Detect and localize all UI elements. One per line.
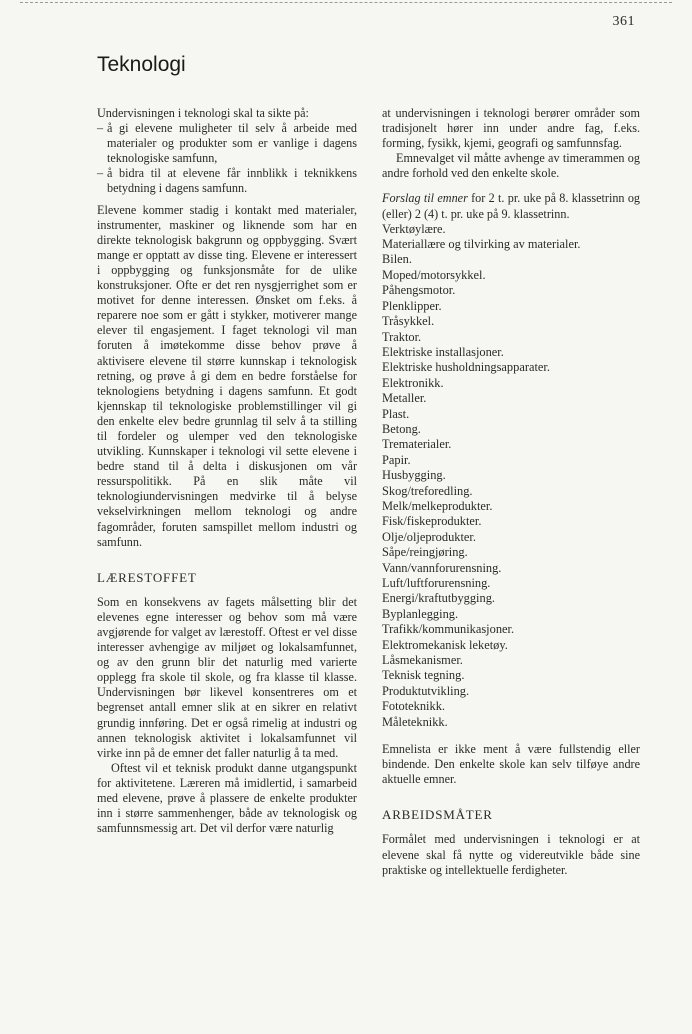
topic-item: Moped/motorsykkel. (382, 267, 486, 282)
topic-item: Tråsykkel. (382, 314, 435, 329)
topic-item: Fototeknikk. (382, 699, 445, 714)
topic-item: Måleteknikk. (382, 714, 448, 729)
topic-item: Plast. (382, 406, 410, 421)
topic-item: Papir. (382, 452, 411, 467)
topic-item: Trafikk/kommunikasjoner. (382, 622, 515, 637)
right-column (382, 106, 640, 878)
topic-item: Energi/kraftutbygging. (382, 591, 495, 606)
topic-item: Betong. (382, 421, 421, 436)
body-paragraph: Oftest vil et teknisk produkt danne utgangspunkt for aktivitetene. Læreren må imidlertid, i samarbeid med elevene, prøve å plassere de enkelte produkter inn i større sammenhenger, både av teknologisk og samfunnsmessig art. Det vil derfor være naturlig (97, 760, 357, 836)
body-paragraph: Formålet med undervisningen i teknologi er at elevene skal få nytte og videreutvikle både sine praktiske og intellektuelle ferdigheter. (382, 832, 640, 877)
topic-item: Luft/luftforurensning. (382, 576, 491, 590)
page-number: 361 (612, 14, 635, 29)
left-column (97, 106, 357, 836)
topic-item: Byplanlegging. (382, 606, 459, 621)
body-paragraph: Elevene kommer stadig i kontakt med materialer, instrumenter, maskiner og liknende som har en direkte teknologisk bakgrunn og oppbygging. Svært mange er opptatt av disse ting. Elevene er interessert i oppbygging og funksjonsmåte for de ulike konstruksjoner. Ofte er det ren nysgjerrighet som er motivet for denne interessen. Ønsket om f.eks. å reparere noe som er gått i stykker, motiverer mange elever til engasjement. I faget teknologi vil man foruten å imøtekomme disse behov prøve å aktivisere elevene til større kunnskap i teknologisk retning, og prøve å gi dem en bedre forståelse for teknologiens betydning i dagens samfunn. Et godt kjennskap til teknologiske problemstillinger vil gi den enkelte elev bedre grunnlag til selv å ta stilling til fordeler og ulemper ved den teknologiske utvikling. Kunnskaper i teknologi vil sette elevene i bedre stand til å delta i diskusjonen om vår ressurspolitikk. På en slik måte vil teknologiundervisningen medvirke til å belyse vekselvirkningen mellom teknologi og andre fagområder, foruten samspillet mellom industri og samfunn. (97, 202, 357, 549)
topic-item: Teknisk tegning. (382, 668, 465, 683)
topic-item: Elektriske installasjoner. (382, 344, 504, 359)
topic-item: Fisk/fiskeprodukter. (382, 514, 482, 529)
topic-item: Produktutvikling. (382, 683, 470, 698)
goal-item: – å gi elevene muligheter til selv å arbeide med materialer og produkter som er vanlige i dagens teknologiske samfunn, (97, 121, 357, 166)
topic-item: Skog/treforedling. (382, 483, 473, 498)
page-title: Teknologi (97, 53, 186, 76)
topic-item: Elektronikk. (382, 375, 444, 390)
body-paragraph: Emnevalget vil måtte avhenge av timerammen og andre forhold ved den enkelte skole. (382, 151, 640, 181)
goals-list (97, 121, 357, 196)
topic-item: Verktøylære. (382, 221, 446, 236)
topic-item: Plenklipper. (382, 298, 442, 313)
topic-item: Traktor. (382, 329, 422, 344)
topic-item: Elektriske husholdningsapparater. (382, 360, 550, 375)
topic-item: Låsmekanismer. (382, 653, 463, 668)
body-paragraph: Som en konsekvens av fagets målsetting blir det elevenes egne interesser og behov som må være avgjørende for valget av lærestoff. Oftest er vel disse interesser avhengige av miljøet og lokalsamfunnet, og av den grunn blir det naturlig med varierte opplegg fra skole til skole, og fra klasse til klasse. Undervisningen bør likevel konsentreres om et begrenset antall emner slik at en sikrer en relativt grundig innføring. Det er også rimelig at industri og annen teknologisk aktivitet i lokalsamfunnet vil virke inn på de emner det faller naturlig å ta med. (97, 594, 357, 760)
topic-list (382, 222, 640, 730)
topic-item: Påhengsmotor. (382, 283, 456, 298)
top-rule (20, 2, 672, 3)
topic-item: Bilen. (382, 252, 412, 267)
topic-item: Olje/oljeprodukter. (382, 529, 476, 544)
section-heading-arbeidsmater: ARBEIDSMÅTER (382, 807, 493, 823)
topic-item: Metaller. (382, 391, 427, 406)
section-heading-laerestoffet: LÆRESTOFFET (97, 569, 197, 585)
body-paragraph: Emnelista er ikke ment å være fullstendig eller bindende. Den enkelte skole kan selv tilføye andre aktuelle emner. (382, 742, 640, 787)
topic-item: Trematerialer. (382, 437, 452, 452)
topic-item: Elektromekanisk leketøy. (382, 637, 508, 652)
intro-paragraph: Undervisningen i teknologi skal ta sikte på: (97, 106, 309, 120)
body-paragraph: at undervisningen i teknologi berører områder som tradisjonelt hører inn under andre fag, f.eks. forming, fysikk, kjemi, geografi og samfunnsfag. (382, 106, 640, 151)
topic-item: Melk/melkeprodukter. (382, 498, 493, 513)
topic-suggestion-paragraph (382, 191, 640, 221)
topic-item: Husbygging. (382, 468, 446, 483)
topic-item: Materiallære og tilvirking av materialer. (382, 237, 581, 252)
topic-suggestion-text: for 2 t. pr. uke på 8. klassetrinn og (eller) 2 (4) t. pr. uke på 9. klassetrinn. (382, 191, 641, 221)
goal-item: – å bidra til at elevene får innblikk i teknikkens betydning i dagens samfunn. (97, 166, 357, 196)
topic-item: Vann/vannforurensning. (382, 560, 502, 575)
topic-item: Såpe/reingjøring. (382, 545, 468, 560)
topic-suggestion-label: Forslag til emner (382, 191, 468, 206)
